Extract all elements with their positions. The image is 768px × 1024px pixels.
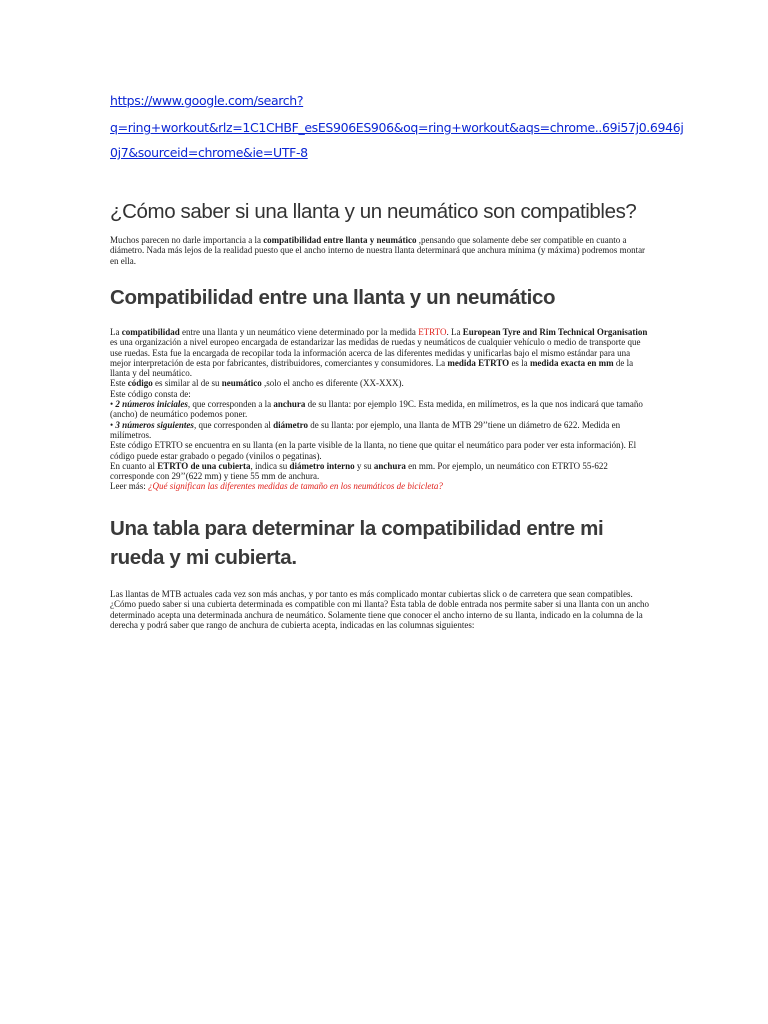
intro-paragraph: Muchos parecen no darle importancia a la compatibilidad entre llanta y neumático ,pensando que solamente debe ser compatible en cuanto a diámetro. Nada más lejos de la realidad puesto que el ancho interno de nuestra llanta determinará que anchura mínima (y máxima) podremos montar en ella. [110,235,646,266]
url-link[interactable] [110,93,683,160]
etrto-location-paragraph: Este código ETRTO se encuentra en su llanta (en la parte visible de la llanta, no tiene que quitar el neumático para poder ver esta información). El código puede estar grabado o pegado (vinilos o pegatinas). [110,440,637,461]
read-more-link[interactable]: ¿Qué significan las diferentes medidas de tamaño en los neumáticos de bicicleta? [147,481,443,492]
url-line-1[interactable]: https://www.google.com/search? [110,93,304,108]
page-title: ¿Cómo saber si una llanta y un neumático son compatibles? [110,200,637,223]
url-line-3[interactable]: 0j7&sourceid=chrome&ie=UTF-8 [110,145,308,160]
tire-etrto-paragraph: En cuanto al ETRTO de una cubierta, indica su diámetro interno y su anchura en mm. Por ejemplo, un neumático con ETRTO 55-622 corresponde con 29’’(622 mm) y tiene 55 mm de anchura. [110,460,608,482]
code-consists-text: Este código consta de: [110,388,191,399]
url-line-2[interactable]: q=ring+workout&rlz=1C1CHBF_esES906ES906&oq=ring+workout&aqs=chrome..69i57j0.6946j [110,120,684,135]
code-paragraph: Este código es similar al de su neumático ,solo el ancho es diferente (XX-XXX). [110,378,404,389]
section-heading-table: Una tabla para determinar la compatibilidad entre mi rueda y mi cubierta. [110,517,604,569]
bullet-following-numbers: • 3 números siguientes, que corresponden al diámetro de su llanta: por ejemplo, una llanta de MTB 29’’tiene un diámetro de 622. Medida en milímetros. [110,419,621,440]
bullet-initial-numbers: • 2 números iniciales, que corresponden a la anchura de su llanta: por ejemplo 19C. Esta medida, en milímetros, es la que nos indicará que tamaño (ancho) de neumático podemos poner. [110,399,643,420]
section-heading-compatibility: Compatibilidad entre una llanta y un neumático [110,286,556,309]
etrto-paragraph: La compatibilidad entre una llanta y un neumático viene determinado por la medida ETRTO. La European Tyre and Rim Technical Organisation es una organización a nivel europeo encargada de estandarizar las medidas de ruedas y neumáticos de cualquier vehículo o medio de transporte que use ruedas. Esta fue la encargada de recopilar toda la información acerca de las diferentes medidas y unificarlas bajo el mismo estándar para una mejor interpretación de esta por fabricantes, distribuidores, comerciantes y consumidores. La medida ETRTO es la medida exacta en mm de la llanta y del neumático. [110,327,648,379]
compatibility-section [110,327,650,492]
table-intro-paragraph: Las llantas de MTB actuales cada vez son más anchas, y por tanto es más complicado montar cubiertas slick o de carretera que sean compatibles. ¿Cómo puedo saber si una cubierta determinada es compatible con mi llanta? Esta tabla de doble entrada nos permite saber si una llanta con un ancho determinado acepta una determinada anchura de neumático. Solamente tiene que conocer el ancho interno de su llanta, indicado en la columna de la derecha y podrá saber que rango de anchura de cubierta acepta, indicadas en las columnas siguientes: [110,589,650,630]
read-more-line: Leer más: ¿Qué significan las diferentes medidas de tamaño en los neumáticos de bicicleta? [110,481,443,492]
etrto-highlight: ETRTO [418,327,447,337]
